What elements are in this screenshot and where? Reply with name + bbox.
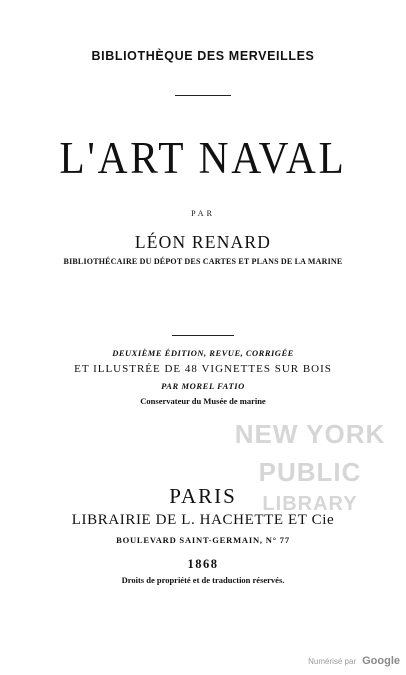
stamp-line: PUBLIC [258,457,362,487]
edition-line: DEUXIÈME ÉDITION, REVUE, CORRIGÉE [112,348,294,358]
google-logo: Google [362,655,400,667]
by-label: PAR [191,209,215,218]
divider-rule [172,335,234,336]
rights-notice: Droits de propriété et de traduction réservés. [121,575,285,585]
series-title: BIBLIOTHÈQUE DES MERVEILLES [91,49,315,63]
illustrator-role: Conservateur du Musée de marine [140,396,266,406]
divider-rule [175,95,231,96]
author-role: BIBLIOTHÉCAIRE DU DÉPOT DES CARTES ET PLANS DE LA MARINE [63,257,343,266]
credit-text: Numérisé par [308,657,357,666]
publication-year: 1868 [187,557,219,571]
book-title: L'ART NAVAL [59,133,347,183]
digitization-credit [270,651,400,669]
imprint-publisher: LIBRAIRIE DE L. HACHETTE ET Cie [71,512,335,528]
illustrations-line: ET ILLUSTRÉE DE 48 VIGNETTES SUR BOIS [74,363,332,375]
imprint-city: PARIS [169,484,237,508]
stamp-line: LIBRARY [262,493,358,515]
stamp-line: NEW YORK [234,419,386,449]
author-name: LÉON RENARD [134,232,272,252]
illustrator-name: PAR MOREL FATIO [161,381,245,391]
imprint-address: BOULEVARD SAINT-GERMAIN, N° 77 [116,535,290,545]
